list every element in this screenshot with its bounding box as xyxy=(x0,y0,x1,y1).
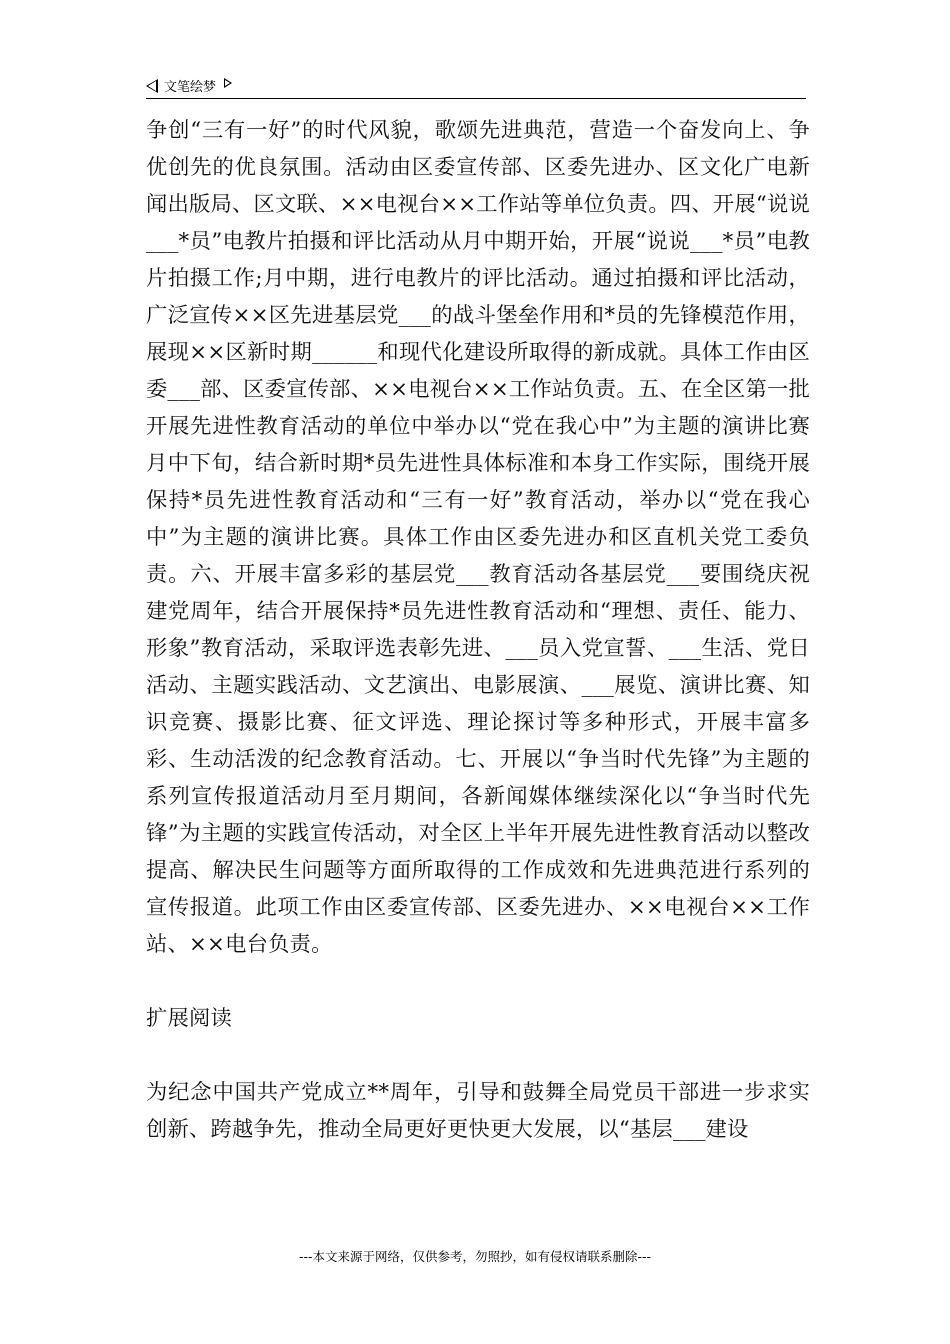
brand-name: 文笔绘梦 xyxy=(164,80,217,95)
page-header xyxy=(146,72,806,99)
triangle-right-icon xyxy=(224,78,232,88)
document-body xyxy=(146,112,810,1148)
header-brand xyxy=(146,76,232,95)
section-title-extended-reading: 扩展阅读 xyxy=(146,1006,232,1031)
triangle-left-icon xyxy=(146,79,158,93)
body-paragraph-1: 争创“三有一好”的时代风貌，歌颂先进典范，营造一个奋发向上、争优创先的优良氛围。活动由区委宣传部、区委先进办、区文化广电新闻出版局、区文联、××电视台××工作站等单位负责。四、开展“说说___*员”电教片拍摄和评比活动从月中期开始，开展“说说___*员”电教片拍摄工作;月中期，进行电教片的评比活动。通过拍摄和评比活动，广泛宣传××区先进基层党___的战斗堡垒作用和*员的先锋模范作用，展现××区新时期______和现代化建设所取得的新成就。具体工作由区委___部、区委宣传部、××电视台××工作站负责。五、在全区第一批开展先进性教育活动的单位中举办以“党在我心中”为主题的演讲比赛月中下旬，结合新时期*员先进性具体标准和本身工作实际，围绕开展保持*员先进性教育活动和“三有一好”教育活动，举办以“党在我心中”为主题的演讲比赛。具体工作由区委先进办和区直机关党工委负责。六、开展丰富多彩的基层党___教育活动各基层党___要围绕庆祝建党周年，结合开展保持*员先进性教育活动和“理想、责任、能力、形象”教育活动，采取评选表彰先进、___员入党宣誓、___生活、党日活动、主题实践活动、文艺演出、电影展演、___展览、演讲比赛、知识竞赛、摄影比赛、征文评选、理论探讨等多种形式，开展丰富多彩、生动活泼的纪念教育活动。七、开展以“争当时代先锋”为主题的系列宣传报道活动月至月期间，各新闻媒体继续深化以“争当时代先锋”为主题的实践宣传活动，对全区上半年开展先进性教育活动以整改提高、解决民生问题等方面所取得的工作成效和先进典范进行系列的宣传报道。此项工作由区委宣传部、区委先进办、××电视台××工作站、××电台负责。 xyxy=(146,118,810,957)
footer-notice: ---本文来源于网络，仅供参考，勿照抄，如有侵权请联系删除--- xyxy=(298,1249,652,1264)
body-paragraph-2: 为纪念中国共产党成立**周年，引导和鼓舞全局党员干部进一步求实创新、跨越争先，推动全局更好更快更大发展，以“基层___建设 xyxy=(146,1080,810,1142)
